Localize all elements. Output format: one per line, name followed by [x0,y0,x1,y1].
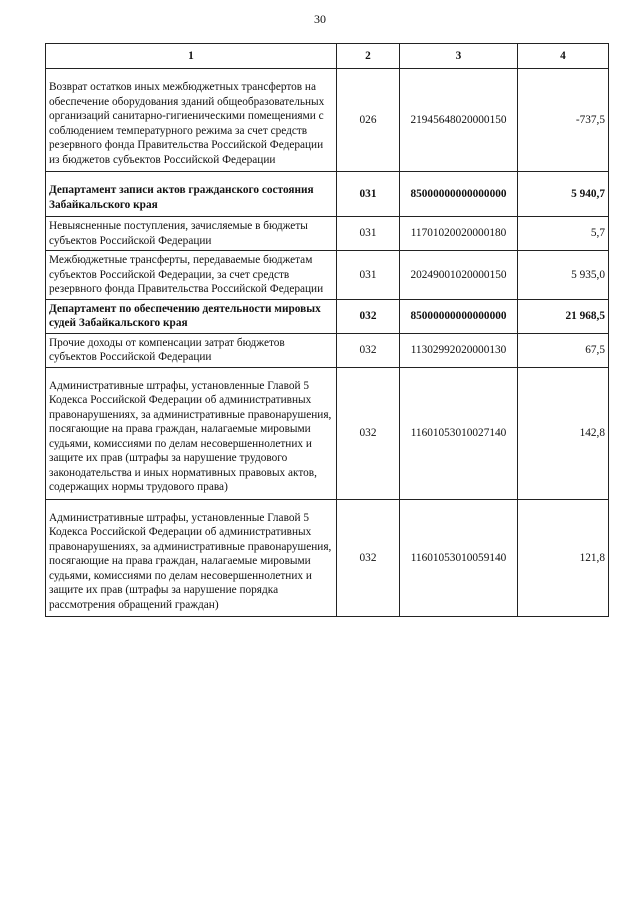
row-amount: 21 968,5 [518,299,609,333]
table-row-department [46,172,609,217]
column-header-4: 4 [518,44,609,69]
row-admin-code: 031 [337,172,400,217]
table-row [46,251,609,300]
table-row [46,333,609,367]
row-amount: -737,5 [518,69,609,172]
row-budget-code: 11601053010059140 [400,499,518,617]
row-description: Прочие доходы от компенсации затрат бюджетов субъектов Российской Федерации [46,333,337,367]
column-header-2: 2 [337,44,400,69]
row-amount: 5 935,0 [518,251,609,300]
row-description: Межбюджетные трансферты, передаваемые бюджетам субъектов Российской Федерации, за счет средств резервного фонда Правительства Российской Федерации [46,251,337,300]
row-description: Административные штрафы, установленные Главой 5 Кодекса Российской Федерации об административных правонарушениях, за административные правонарушения, посягающие на права граждан, налагаемые мировыми судьями, комиссиями по делам несовершеннолетних и защите их прав (штрафы за нарушение порядка рассмотрения обращений граждан) [46,499,337,617]
row-budget-code: 20249001020000150 [400,251,518,300]
table-row [46,499,609,617]
row-admin-code: 026 [337,69,400,172]
row-amount: 67,5 [518,333,609,367]
budget-table [45,43,609,617]
row-amount: 5 940,7 [518,172,609,217]
row-budget-code: 85000000000000000 [400,299,518,333]
table-row [46,217,609,251]
row-amount: 5,7 [518,217,609,251]
column-header-3: 3 [400,44,518,69]
page-number: 30 [314,12,326,26]
row-budget-code: 21945648020000150 [400,69,518,172]
table-row-department [46,299,609,333]
row-amount: 142,8 [518,367,609,499]
row-budget-code: 11302992020000130 [400,333,518,367]
table-row [46,69,609,172]
table-row [46,367,609,499]
row-description: Невыясненные поступления, зачисляемые в бюджеты субъектов Российской Федерации [46,217,337,251]
row-admin-code: 032 [337,367,400,499]
row-budget-code: 11601053010027140 [400,367,518,499]
row-admin-code: 031 [337,251,400,300]
row-description: Возврат остатков иных межбюджетных трансфертов на обеспечение оборудования зданий общеобразовательных организаций санитарно-гигиеническими помещениями с соблюдением температурного режима за счет средств резервного фонда Правительства Российской Федерации из бюджетов субъектов Российской Федерации [46,69,337,172]
row-admin-code: 031 [337,217,400,251]
table-header-row [46,44,609,69]
row-admin-code: 032 [337,333,400,367]
row-admin-code: 032 [337,499,400,617]
row-description: Департамент записи актов гражданского состояния Забайкальского края [46,172,337,217]
row-description: Административные штрафы, установленные Главой 5 Кодекса Российской Федерации об административных правонарушениях, за административные правонарушения, посягающие на права граждан, налагаемые мировыми судьями, комиссиями по делам несовершеннолетних и защите их прав (штрафы за нарушение трудового законодательства и иных нормативных правовых актов, содержащих нормы трудового права) [46,367,337,499]
row-budget-code: 11701020020000180 [400,217,518,251]
column-header-1: 1 [46,44,337,69]
row-admin-code: 032 [337,299,400,333]
row-budget-code: 85000000000000000 [400,172,518,217]
row-description: Департамент по обеспечению деятельности мировых судей Забайкальского края [46,299,337,333]
row-amount: 121,8 [518,499,609,617]
